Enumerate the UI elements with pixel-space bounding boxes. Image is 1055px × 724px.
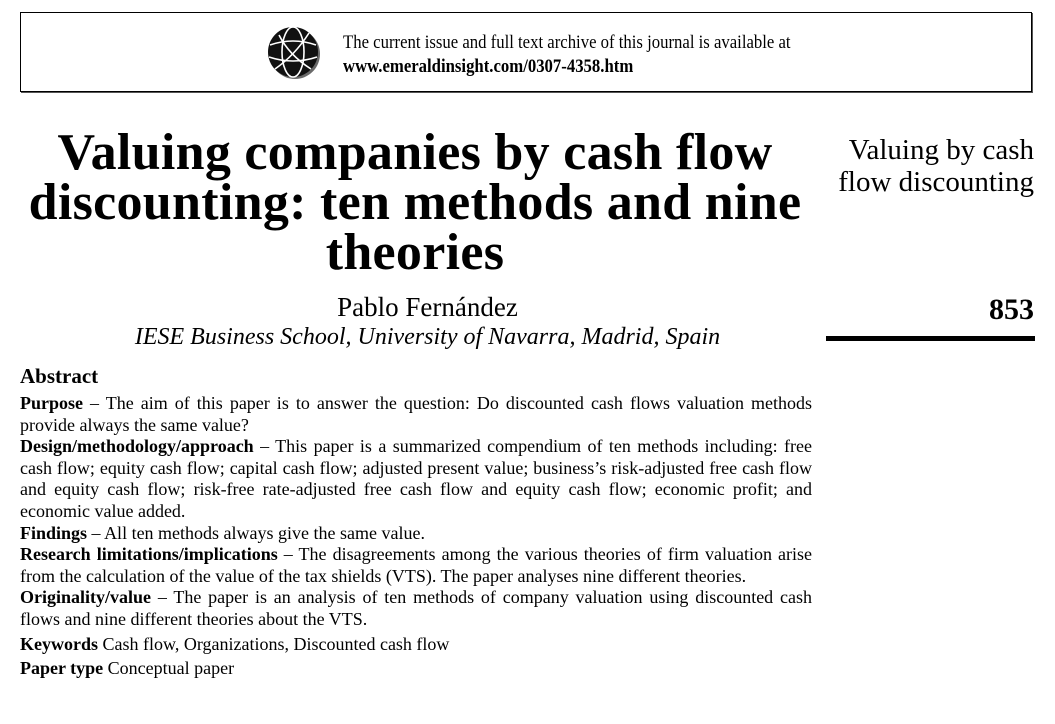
abstract-heading: Abstract	[20, 364, 99, 388]
abstract-section-label: Findings	[20, 522, 88, 543]
abstract-separator: –	[87, 522, 105, 543]
paper-type-label: Paper type	[20, 658, 104, 679]
abstract-separator: –	[277, 544, 299, 565]
abstract-section-label: Research limitations/implications	[20, 544, 278, 565]
page-number: 853	[989, 293, 1034, 326]
running-head-line: flow discounting	[838, 166, 1034, 198]
abstract-section-text: This paper is a summarized compendium of ten methods including: free cash flow; equity cash flow; capital cash flow; adjusted present value; business’s risk-adjusted free cash flow and equity cash flow; risk-free rate-adjusted free cash flow and equity cash flow; economic profit; and economic value added.	[20, 436, 812, 521]
paper-type-text: Conceptual paper	[107, 658, 235, 679]
keywords	[20, 634, 812, 656]
abstract-section-text: The disagreements among the various theories of firm valuation arise from the calculation of the value of the tax shields (VTS). The paper analyses nine different theories.	[20, 544, 812, 586]
abstract-section	[20, 544, 812, 587]
abstract-body	[20, 393, 812, 680]
running-head-line: Valuing by cash	[848, 134, 1034, 166]
keywords-text: Cash flow, Organizations, Discounted cash flow	[102, 633, 450, 654]
abstract-section	[20, 587, 812, 630]
abstract-section	[20, 523, 812, 545]
banner-text	[343, 31, 791, 79]
paper-title: Valuing companies by cash flow discounting: ten methods and nine theories	[28, 124, 802, 281]
journal-url[interactable]: www.emeraldinsight.com/0307-4358.htm	[343, 56, 634, 77]
abstract-section-label: Purpose	[20, 393, 83, 413]
paper-type	[20, 658, 812, 680]
journal-banner	[20, 12, 1032, 92]
abstract-section	[20, 436, 812, 522]
author-affiliation: IESE Business School, University of Navarra, Madrid, Spain	[134, 324, 721, 350]
running-head	[838, 134, 1034, 198]
abstract-separator: –	[253, 436, 276, 457]
globe-logo-icon	[265, 25, 321, 81]
abstract-section-label: Originality/value	[20, 587, 152, 608]
running-head-rule	[826, 336, 1035, 341]
banner-line: The current issue and full text archive of this journal is available at	[343, 32, 791, 53]
keywords-label: Keywords	[20, 633, 98, 654]
abstract-section-text: The paper is an analysis of ten methods of company valuation using discounted cash flows and nine different theories about the VTS.	[20, 587, 812, 629]
abstract-section-text: The aim of this paper is to answer the question: Do discounted cash flows valuation methods provide always the same value?	[20, 393, 812, 435]
abstract-separator: –	[151, 587, 174, 608]
author-name: Pablo Fernández	[337, 292, 518, 322]
abstract-section-label: Design/methodology/approach	[20, 436, 254, 457]
abstract-section	[20, 393, 812, 436]
abstract-separator: –	[83, 393, 106, 413]
abstract-section-text: All ten methods always give the same value.	[104, 522, 425, 543]
